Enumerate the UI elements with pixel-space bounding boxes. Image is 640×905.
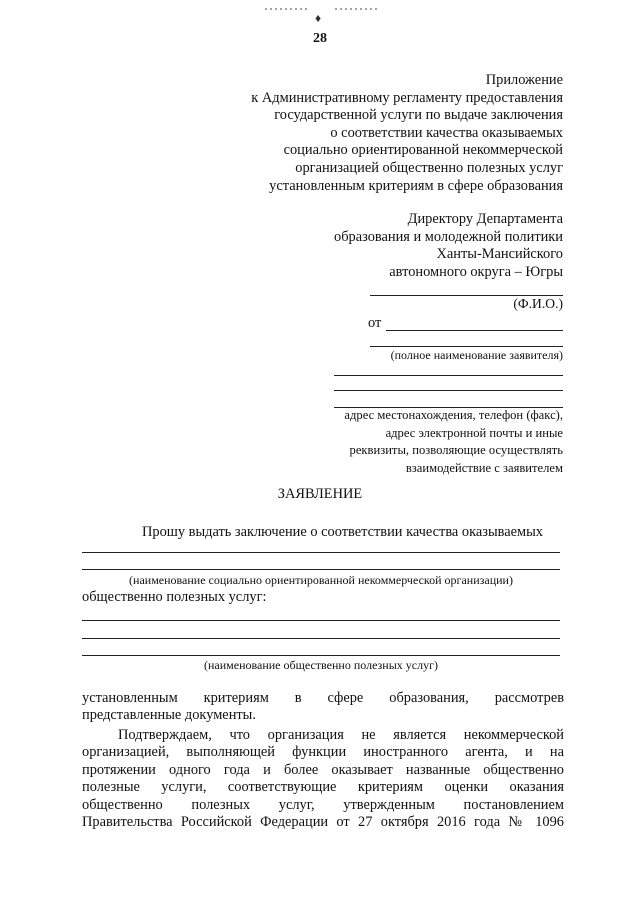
paragraph-line: представленные документы. (82, 707, 256, 724)
applicant-caption: (полное наименование заявителя) (390, 348, 563, 362)
services-blank-line (82, 620, 560, 621)
address-caption (300, 407, 563, 477)
address-blank-line (334, 375, 563, 376)
addressee-line: Ханты-Мансийского (436, 246, 563, 263)
address-blank-line (334, 390, 563, 391)
appendix-line: социально ориентированной некоммерческой (283, 142, 563, 159)
org-caption: (наименование социально ориентированной некоммерческой организации) (129, 573, 513, 587)
paragraph-confirmation (82, 727, 564, 831)
address-caption-line: взаимодействие с заявителем (405, 460, 563, 475)
addressee-block (250, 211, 563, 281)
org-blank-line (82, 569, 560, 570)
appendix-line: установленным критериям в сфере образования (269, 177, 563, 194)
appendix-line: организацией общественно полезных услуг (295, 159, 563, 176)
address-caption-line: реквизиты, позволяющие осуществлять (349, 443, 563, 458)
address-caption-line: адрес электронной почты и иные (385, 425, 563, 440)
scan-artifact-right (335, 8, 380, 10)
appendix-line: о соответствии качества оказываемых (330, 124, 563, 141)
services-blank-line (82, 638, 560, 639)
scan-artifact-left (265, 8, 307, 10)
request-text: Прошу выдать заключение о соответствии качества оказываемых (142, 524, 543, 540)
from-label: от (368, 315, 382, 331)
addressee-line: автономного округа – Югры (389, 263, 563, 280)
paragraph-line: Правительства Российской Федерации от 27 октября 2016 года № 1096 (82, 813, 564, 830)
addressee-line: образования и молодежной политики (334, 228, 563, 245)
paragraph-line: организацией, выполняющей функции иностранного агента, и на (82, 744, 564, 761)
paragraph-line: Подтверждаем, что организация не является некоммерческой (118, 727, 564, 743)
appendix-line: государственной услуги по выдаче заключения (274, 107, 563, 124)
services-blank-line (82, 655, 560, 656)
applicant-blank-line (370, 346, 563, 347)
paragraph-line: установленным критериям в сфере образования, рассмотрев (82, 690, 564, 706)
services-caption: (наименование общественно полезных услуг) (204, 658, 438, 672)
paragraph-criteria (82, 690, 564, 725)
fio-label: (Ф.И.О.) (513, 296, 563, 311)
page-number: 28 (313, 31, 327, 46)
appendix-line: к Административному регламенту предоставления (251, 89, 563, 106)
org-blank-line (82, 552, 560, 553)
paragraph-line: полезные услуги, соответствующие критериям оценки оказания (82, 779, 564, 796)
paragraph-line: протяжении одного года и более оказывает названные общественно (82, 761, 564, 778)
paragraph-line: общественно полезных услуг, утвержденным постановлением (82, 796, 564, 813)
scan-artifact-mark: ♦ (315, 11, 322, 25)
appendix-line: Приложение (485, 72, 563, 88)
appendix-header (200, 72, 563, 195)
statement-title: ЗАЯВЛЕНИЕ (277, 486, 363, 502)
addressee-line: Директору Департамента (407, 211, 563, 227)
address-caption-line: адрес местонахождения, телефон (факс), (344, 408, 563, 422)
from-blank-line (386, 330, 563, 331)
services-intro: общественно полезных услуг: (82, 589, 267, 605)
